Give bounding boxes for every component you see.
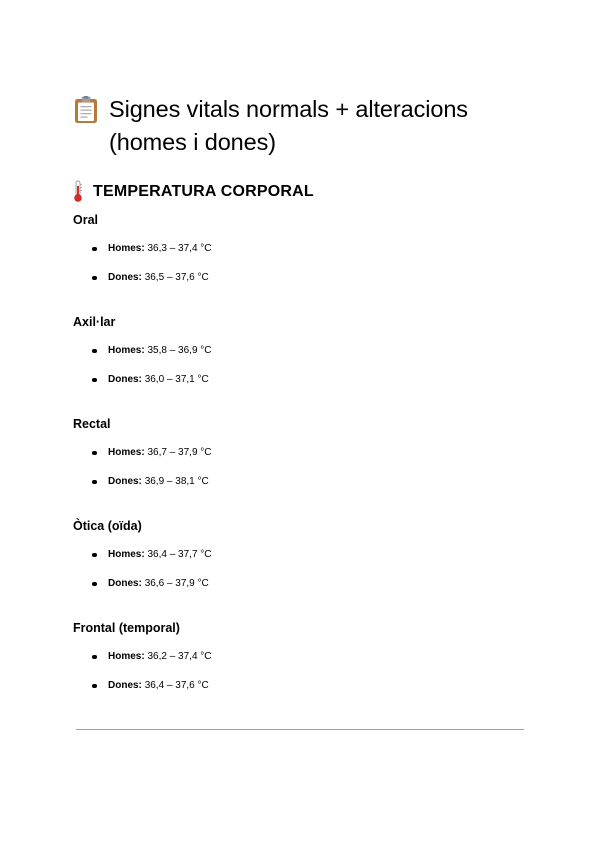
temperature-group-otica	[73, 518, 212, 591]
sex-label: Homes:	[108, 447, 145, 458]
group-title: Oral	[73, 213, 99, 227]
list-item	[92, 271, 212, 285]
temperature-range: 36,4 – 37,6 °C	[144, 680, 209, 691]
list-item	[92, 577, 212, 591]
temperature-group-rectal	[73, 416, 212, 489]
group-title: Axil·lar	[73, 315, 116, 329]
bullet	[92, 684, 97, 689]
temperature-group-oral	[73, 212, 212, 285]
thermometer-icon	[73, 180, 83, 202]
list-item	[92, 679, 212, 693]
document-title-text: Signes vitals normals + alteracions (homes i dones)	[109, 96, 468, 155]
document-title	[73, 93, 524, 159]
list-item	[92, 242, 212, 256]
group-list	[73, 650, 212, 693]
sex-label: Dones:	[108, 578, 142, 589]
sex-label: Dones:	[108, 272, 142, 283]
group-list	[73, 446, 212, 489]
bullet	[92, 247, 97, 252]
temperature-range: 36,3 – 37,4 °C	[147, 243, 212, 254]
temperature-range: 36,7 – 37,9 °C	[147, 447, 212, 458]
bullet	[92, 582, 97, 587]
section-heading-text: TEMPERATURA CORPORAL	[93, 182, 314, 200]
bullet	[92, 378, 97, 383]
temperature-range: 36,4 – 37,7 °C	[147, 549, 212, 560]
temperature-range: 36,5 – 37,6 °C	[144, 272, 209, 283]
list-item	[92, 650, 212, 664]
bullet	[92, 553, 97, 558]
temperature-range: 36,9 – 38,1 °C	[144, 476, 209, 487]
sex-label: Dones:	[108, 374, 142, 385]
temperature-range: 35,8 – 36,9 °C	[147, 345, 212, 356]
group-list	[73, 242, 212, 285]
bullet	[92, 480, 97, 485]
horizontal-divider	[76, 729, 524, 730]
group-title: Rectal	[73, 417, 111, 431]
group-list	[73, 344, 212, 387]
bullet	[92, 276, 97, 281]
list-item	[92, 475, 212, 489]
group-list	[73, 548, 212, 591]
bullet	[92, 451, 97, 456]
sex-label: Homes:	[108, 345, 145, 356]
temperature-range: 36,6 – 37,9 °C	[144, 578, 209, 589]
temperature-range: 36,2 – 37,4 °C	[147, 651, 212, 662]
list-item	[92, 344, 212, 358]
group-title: Frontal (temporal)	[73, 621, 180, 635]
sex-label: Homes:	[108, 549, 145, 560]
bullet	[92, 655, 97, 660]
sex-label: Dones:	[108, 680, 142, 691]
list-item	[92, 373, 212, 387]
sex-label: Homes:	[108, 651, 145, 662]
section-heading	[73, 181, 524, 202]
list-item	[92, 446, 212, 460]
temperature-range: 36,0 – 37,1 °C	[144, 374, 209, 385]
sex-label: Homes:	[108, 243, 145, 254]
list-item	[92, 548, 212, 562]
temperature-group-frontal	[73, 620, 212, 693]
sex-label: Dones:	[108, 476, 142, 487]
group-title: Òtica (oïda)	[73, 519, 142, 533]
temperature-group-axillar	[73, 314, 212, 387]
clipboard-icon	[73, 96, 99, 124]
bullet	[92, 349, 97, 354]
